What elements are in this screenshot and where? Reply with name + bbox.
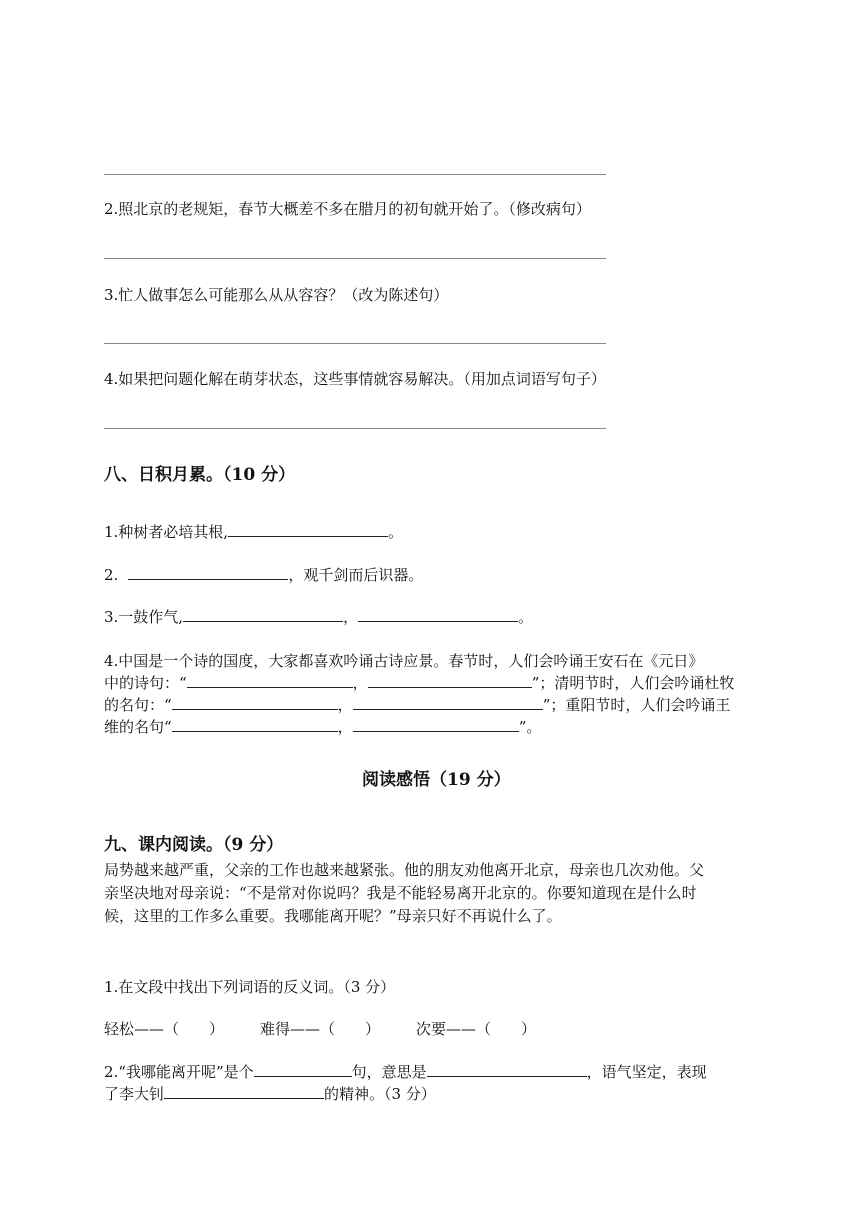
fill-blank[interactable] [368,672,532,688]
answer-line-3[interactable] [104,343,606,344]
question-text: ”；重阳节时，人们会吟诵王 [542,696,731,714]
section-8-question-1 [104,521,403,542]
question-text: 句，意思是 [351,1063,427,1081]
question-text: ”；清明节时，人们会吟诵杜牧 [531,674,735,692]
answer-line-2[interactable] [104,258,606,259]
question-text: 中的诗句：“ [104,674,187,692]
fill-blank[interactable] [228,521,388,537]
fill-blank[interactable] [172,716,338,732]
passage-line: 亲坚决地对母亲说：“不是常对你说吗？我是不能轻易离开北京的。你要知道现在是什么时 [104,884,697,902]
antonym-item[interactable]: 次要——（ ） [416,1020,537,1038]
fill-blank[interactable] [427,1061,587,1077]
question-text: ，观千剑而后识器。 [288,566,424,584]
antonym-item[interactable]: 轻松——（ ） [104,1020,225,1038]
answer-line-1[interactable] [104,174,606,175]
question-text: 。 [388,523,404,541]
rewrite-question-3: 3.忙人做事怎么可能那么从从容容？（改为陈述句） [104,286,449,304]
antonym-row [104,1019,536,1039]
question-text: 4.中国是一个诗的国度，大家都喜欢吟诵古诗应景。春节时，人们会吟诵王安石在《元日》 [104,652,704,670]
fill-blank[interactable] [128,564,288,580]
question-text: 2. [104,566,119,584]
fill-blank[interactable] [353,694,543,710]
question-text: 维的名句“ [104,718,172,736]
question-line [104,672,788,694]
question-text: 3.一鼓作气, [104,608,184,626]
fill-blank[interactable] [183,606,343,622]
reading-passage [104,859,788,928]
question-text: ， [337,718,353,736]
question-text: ， [343,608,359,626]
rewrite-question-4: 4.如果把问题化解在萌芽状态，这些事情就容易解决。（用加点词语写句子） [104,370,606,388]
question-line [104,1061,788,1083]
fill-blank[interactable] [172,694,338,710]
fill-blank[interactable] [164,1083,324,1099]
section-8-question-3 [104,606,533,627]
fill-blank[interactable] [353,716,519,732]
question-text: 了李大钊 [104,1085,165,1103]
rewrite-question-2: 2.照北京的老规矩，春节大概差不多在腊月的初旬就开始了。（修改病句） [104,200,591,218]
reading-section-title: 阅读感悟（19 分） [362,770,511,790]
section-9-heading: 九、课内阅读。（9 分） [104,835,284,855]
fill-blank[interactable] [254,1061,352,1077]
question-text: 的名句：“ [104,696,172,714]
question-text: ”。 [518,718,542,736]
question-text: 。 [518,608,534,626]
question-line [104,1083,788,1105]
passage-line: 局势越来越严重，父亲的工作也越来越紧张。他的朋友劝他离开北京，母亲也几次劝他。父 [104,861,705,879]
question-text: 的精神。（3 分） [324,1085,436,1103]
question-text: ， [352,674,368,692]
question-text: ， [337,696,353,714]
section-8-heading: 八、日积月累。（10 分） [104,465,296,485]
section-8-question-2 [104,564,423,585]
passage-line: 候，这里的工作多么重要。我哪能离开呢？”母亲只好不再说什么了。 [104,907,562,925]
question-text: 2.“我哪能离开呢”是个 [104,1063,254,1081]
fill-blank[interactable] [358,606,518,622]
answer-line-4[interactable] [104,428,606,429]
fill-blank[interactable] [187,672,353,688]
question-text: ，语气坚定，表现 [586,1063,707,1081]
question-line [104,716,788,738]
section-9-question-2 [104,1061,788,1105]
antonym-item[interactable]: 难得——（ ） [260,1020,381,1038]
question-text: 1.种树者必培其根, [104,523,229,541]
section-9-question-1: 1.在文段中找出下列词语的反义词。（3 分） [104,978,396,996]
section-8-question-4 [104,650,788,738]
question-line [104,694,788,716]
